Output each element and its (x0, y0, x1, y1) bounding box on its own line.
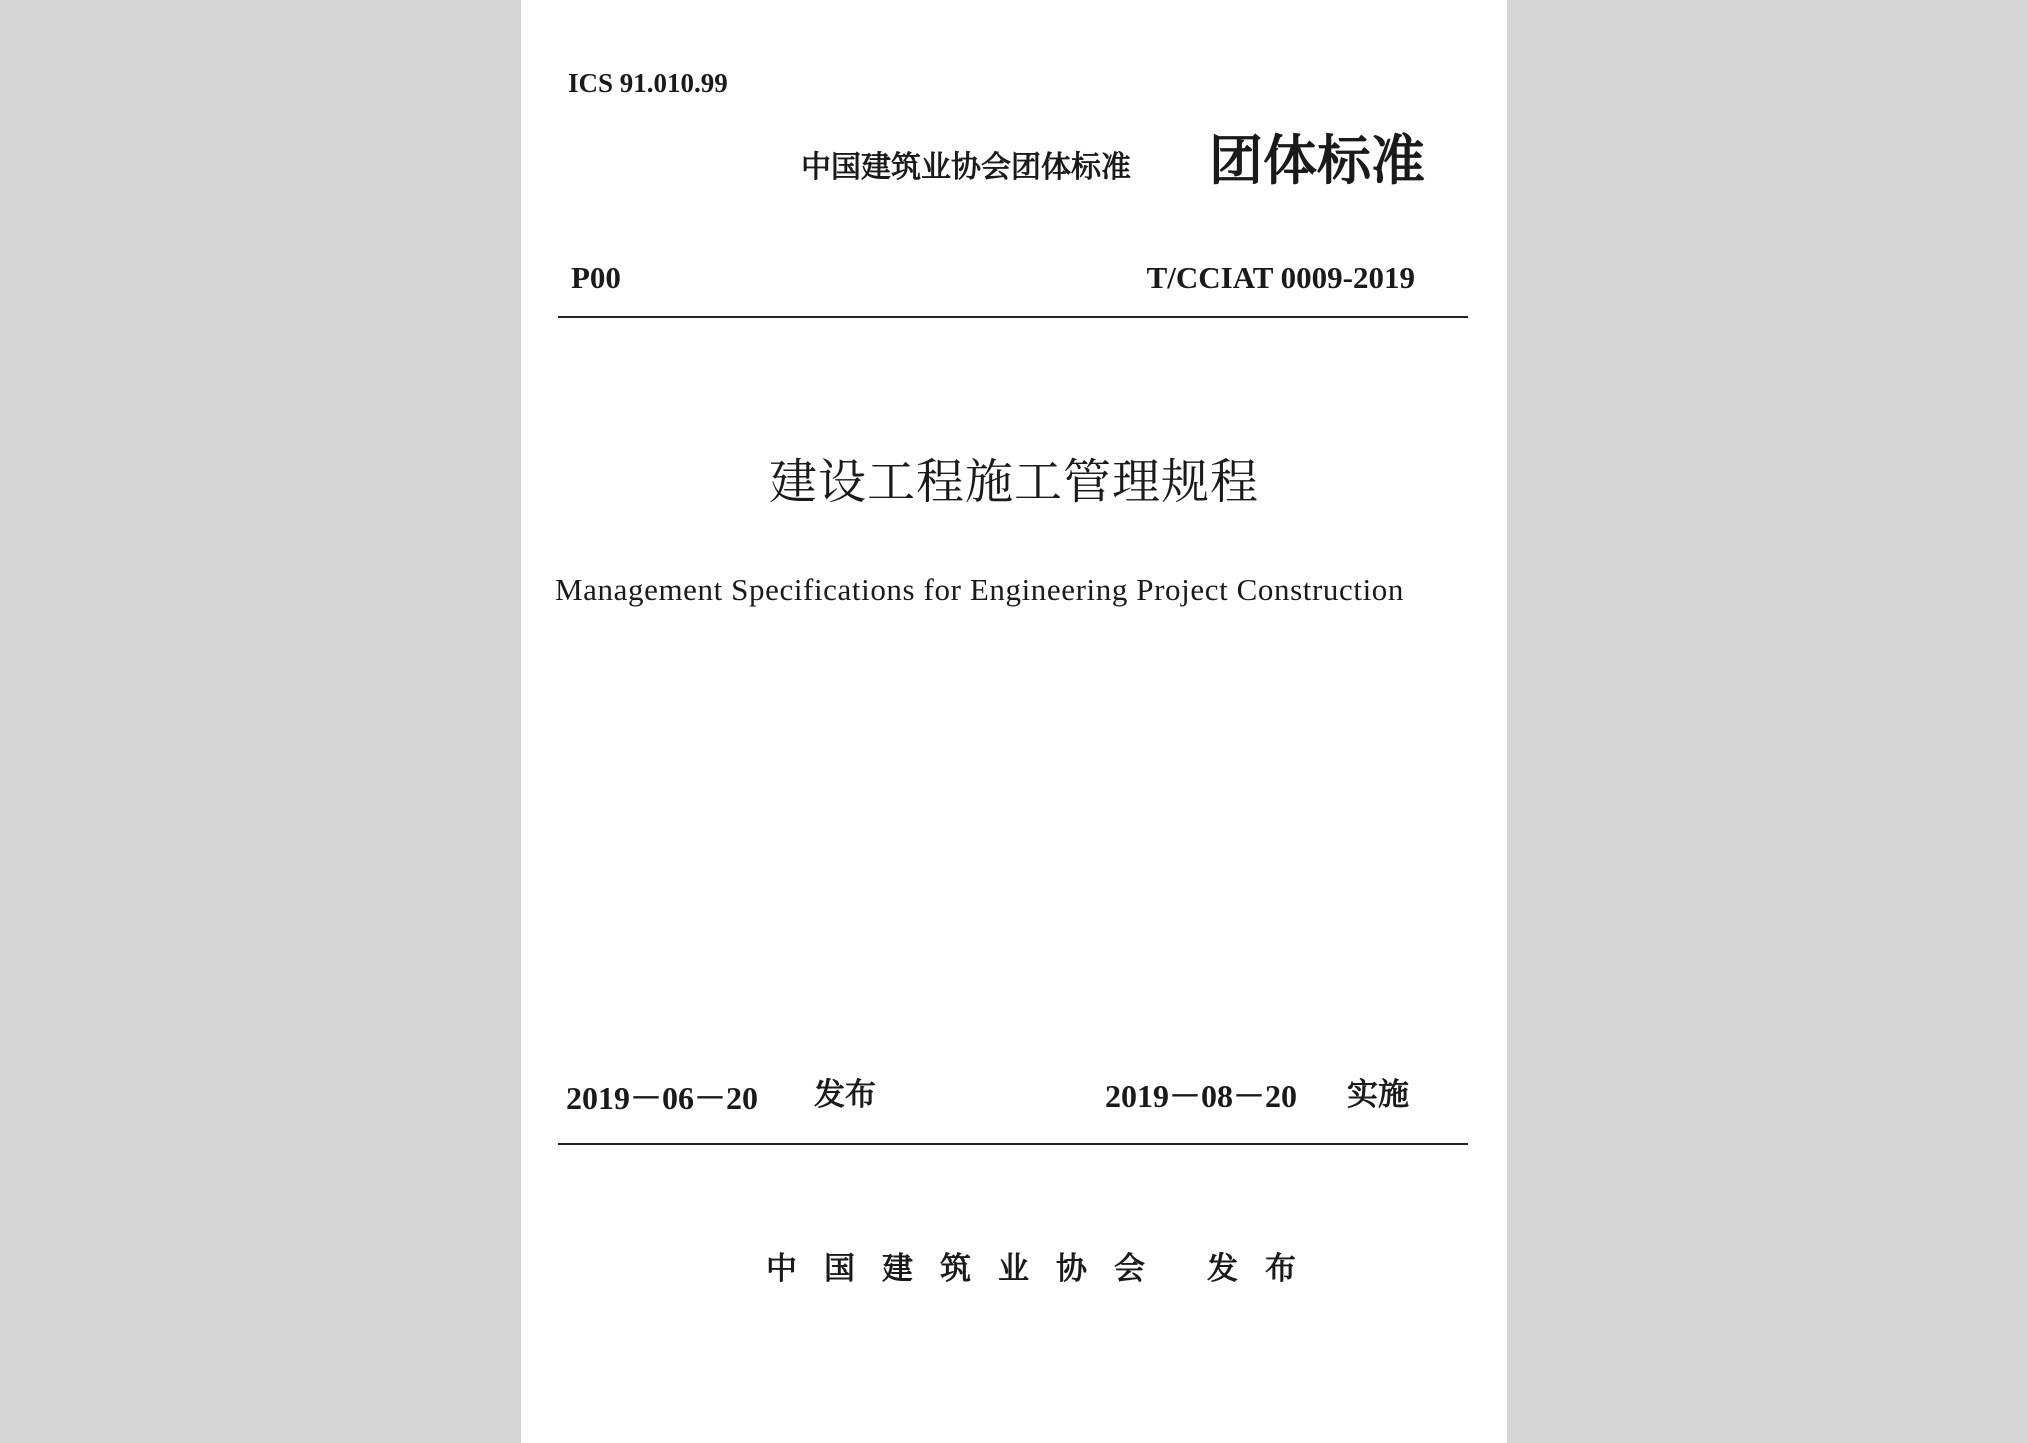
issue-label: 发布 (1207, 1251, 1323, 1287)
document-page (521, 0, 1507, 1443)
top-divider (558, 316, 1468, 318)
standard-type: 团体标准 (1209, 129, 1425, 192)
standard-number: T/CCIAT 0009-2019 (1146, 260, 1415, 295)
issuer-standard-line: 中国建筑业协会团体标准 (801, 150, 1131, 185)
bottom-divider (558, 1143, 1468, 1145)
title-english: Management Specifications for Engineering Project Construction (555, 572, 1405, 607)
effective-label: 实施 (1347, 1077, 1409, 1113)
title-chinese: 建设工程施工管理规程 (768, 454, 1259, 510)
ics-code: ICS 91.010.99 (568, 68, 728, 98)
classification-code: P00 (571, 260, 621, 295)
issuing-organization: 中国建筑业协会 (766, 1251, 1172, 1287)
effective-date: 2019－08－20 (1105, 1078, 1298, 1114)
publish-label: 发布 (814, 1077, 876, 1113)
publish-date: 2019－06－20 (566, 1080, 759, 1116)
